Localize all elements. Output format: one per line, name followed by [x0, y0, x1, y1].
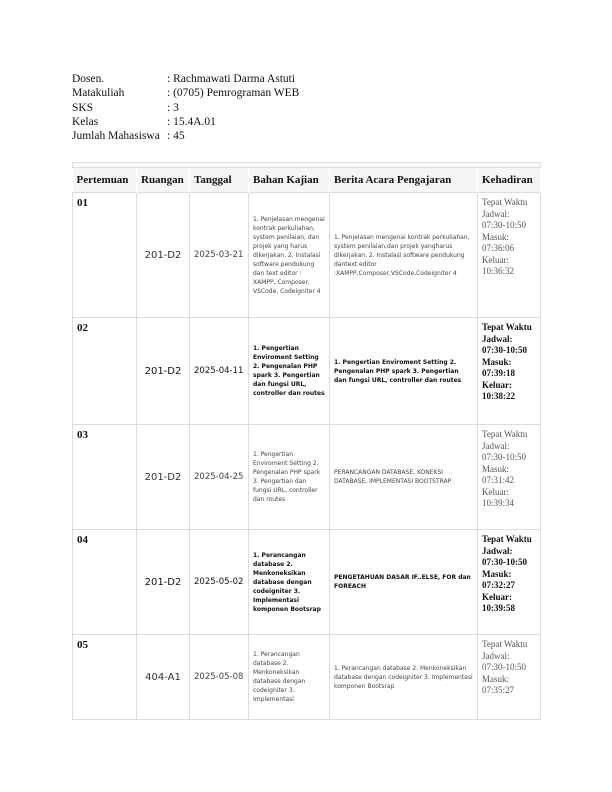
room-cell: 201-D2 — [137, 318, 190, 425]
meeting-number: 02 — [73, 318, 137, 425]
attendance-cell — [478, 530, 541, 635]
attendance-cell — [478, 635, 541, 720]
attendance-cell — [478, 318, 541, 425]
attendance-in: 07:31:42 — [482, 475, 515, 485]
info-label: SKS — [72, 101, 94, 114]
attendance-cell — [478, 193, 541, 318]
report-cell: PERANCANGAN DATABASE, KONEKSI DATABASE, IMPLEMENTASI BOOTSTRAP — [330, 425, 478, 530]
header-attendance: Kehadiran — [478, 168, 541, 193]
date-cell: 2025-04-11 — [190, 318, 249, 425]
table-row — [73, 635, 541, 720]
room-cell: 404-A1 — [137, 635, 190, 720]
attendance-status: Tepat Waktu — [482, 639, 528, 649]
table-row — [73, 318, 541, 425]
meeting-number: 05 — [73, 635, 137, 720]
info-row-lecturer — [72, 72, 299, 86]
attendance-in-label: Masuk: — [482, 231, 509, 242]
report-cell: PENGETAHUAN DASAR IF..ELSE, FOR dan FOREACH — [330, 530, 478, 635]
table-row — [73, 530, 541, 635]
attendance-in-label: Masuk: — [482, 356, 512, 367]
material-cell: 1. Pengertian Enviroment Setting 2. Pengenalan PHP spark 3. Pengertian dan fungsi URL, controller dan routes — [249, 318, 330, 425]
report-cell: 1. Penjelasan mengenai kontrak perkuliahan, system penilaian,dan projek yangharus dikerjakan. 2. Instalasi software pendukung dantext editor :XAMPP,Composer,VSCode,Codeigniter 4 — [330, 193, 478, 318]
attendance-in-label: Masuk: — [482, 673, 509, 684]
attendance-status: Tepat Waktu — [482, 197, 528, 207]
attendance-out-label: Keluar: — [482, 486, 509, 497]
attendance-in: 07:39:18 — [482, 368, 515, 378]
meeting-number: 03 — [73, 425, 137, 530]
info-label: Jumlah Mahasiswa — [72, 130, 160, 143]
date-cell: 2025-03-21 — [190, 193, 249, 318]
room-cell: 201-D2 — [137, 193, 190, 318]
info-label: Matakuliah — [72, 87, 125, 100]
attendance-cell — [478, 425, 541, 530]
attendance-out: 10:38:22 — [482, 391, 515, 401]
date-cell: 2025-04-25 — [190, 425, 249, 530]
attendance-schedule-label: Jadwal: — [482, 333, 513, 344]
attendance-schedule-label: Jadwal: — [482, 545, 513, 556]
header-report: Berita Acara Pengajaran — [330, 168, 478, 193]
attendance-out-label: Keluar: — [482, 379, 512, 390]
attendance-status: Tepat Waktu — [482, 429, 528, 439]
attendance-in: 07:35:27 — [482, 685, 515, 695]
header-material: Bahan Kajian — [249, 168, 330, 193]
info-row-credits — [72, 101, 299, 115]
attendance-schedule: 07:30-10:50 — [482, 557, 527, 567]
attendance-out: 10:36:32 — [482, 266, 515, 276]
material-cell: 1. Perancangan database 2. Menkoneksikan database dengan codeigniter 3. Implementasi — [249, 635, 330, 720]
report-cell: 1. Pengertian Enviroment Setting 2. Pengenalan PHP spark 3. Pengertian dan fungsi URL, controller dan routes — [330, 318, 478, 425]
attendance-table — [72, 162, 541, 720]
attendance-out-label: Keluar: — [482, 254, 509, 265]
report-cell: 1. Perancangan database 2. Menkoneksikan database dengan codeigniter 3. Implementasi komponen Bootsrap — [330, 635, 478, 720]
info-value: : Rachmawati Darma Astuti — [167, 73, 296, 85]
attendance-out-label: Keluar: — [482, 591, 512, 602]
material-cell: 1. Penjelasan mengenai kontrak perkuliahan, system penilaian, dan projek yang harus dikerjakan. 2. Instalasi software pendukung dan text editor : XAMPP, Composer, VSCode, Codeigniter 4 — [249, 193, 330, 318]
attendance-schedule-label: Jadwal: — [482, 208, 510, 219]
material-cell: 1. Pengertian Enviroment Setting 2. Pengenalan PHP spark 3. Pengertian dan fungsi URL, controller dan routes — [249, 425, 330, 530]
info-label: Kelas — [72, 115, 99, 128]
table-header-row — [73, 168, 541, 193]
info-label: Dosen. — [72, 73, 105, 85]
attendance-out: 10:39:58 — [482, 603, 515, 613]
info-value: : 15.4A.01 — [167, 115, 216, 128]
room-cell: 201-D2 — [137, 425, 190, 530]
date-cell: 2025-05-08 — [190, 635, 249, 720]
meeting-number: 04 — [73, 530, 137, 635]
header-room: Ruangan — [137, 168, 190, 193]
table-row — [73, 193, 541, 318]
info-value: : 45 — [167, 130, 185, 143]
info-value: : (0705) Pemrograman WEB — [167, 87, 300, 100]
course-info — [72, 72, 299, 143]
attendance-in-label: Masuk: — [482, 568, 512, 579]
meeting-number: 01 — [73, 193, 137, 318]
attendance-schedule-label: Jadwal: — [482, 440, 510, 451]
attendance-schedule: 07:30-10:50 — [482, 345, 527, 355]
attendance-in: 07:36:06 — [482, 243, 515, 253]
table-row — [73, 425, 541, 530]
date-cell: 2025-05-02 — [190, 530, 249, 635]
material-cell: 1. Perancangan database 2. Menkoneksikan database dengan codeigniter 3. Implementasi komponen Bootsrap — [249, 530, 330, 635]
attendance-status: Tepat Waktu — [482, 534, 532, 544]
info-value: : 3 — [167, 101, 179, 114]
attendance-in: 07:32:27 — [482, 580, 515, 590]
info-row-students — [72, 129, 299, 143]
info-row-course — [72, 86, 299, 100]
attendance-out: 10:39:34 — [482, 498, 515, 508]
header-date: Tanggal — [190, 168, 249, 193]
attendance-schedule: 07:30-10:50 — [482, 452, 526, 462]
room-cell: 201-D2 — [137, 530, 190, 635]
attendance-schedule-label: Jadwal: — [482, 650, 510, 661]
attendance-status: Tepat Waktu — [482, 322, 532, 332]
info-row-class — [72, 115, 299, 129]
attendance-schedule: 07:30-10:50 — [482, 662, 526, 672]
header-meeting: Pertemuan — [73, 168, 137, 193]
attendance-schedule: 07:30-10:50 — [482, 220, 526, 230]
attendance-in-label: Masuk: — [482, 463, 509, 474]
